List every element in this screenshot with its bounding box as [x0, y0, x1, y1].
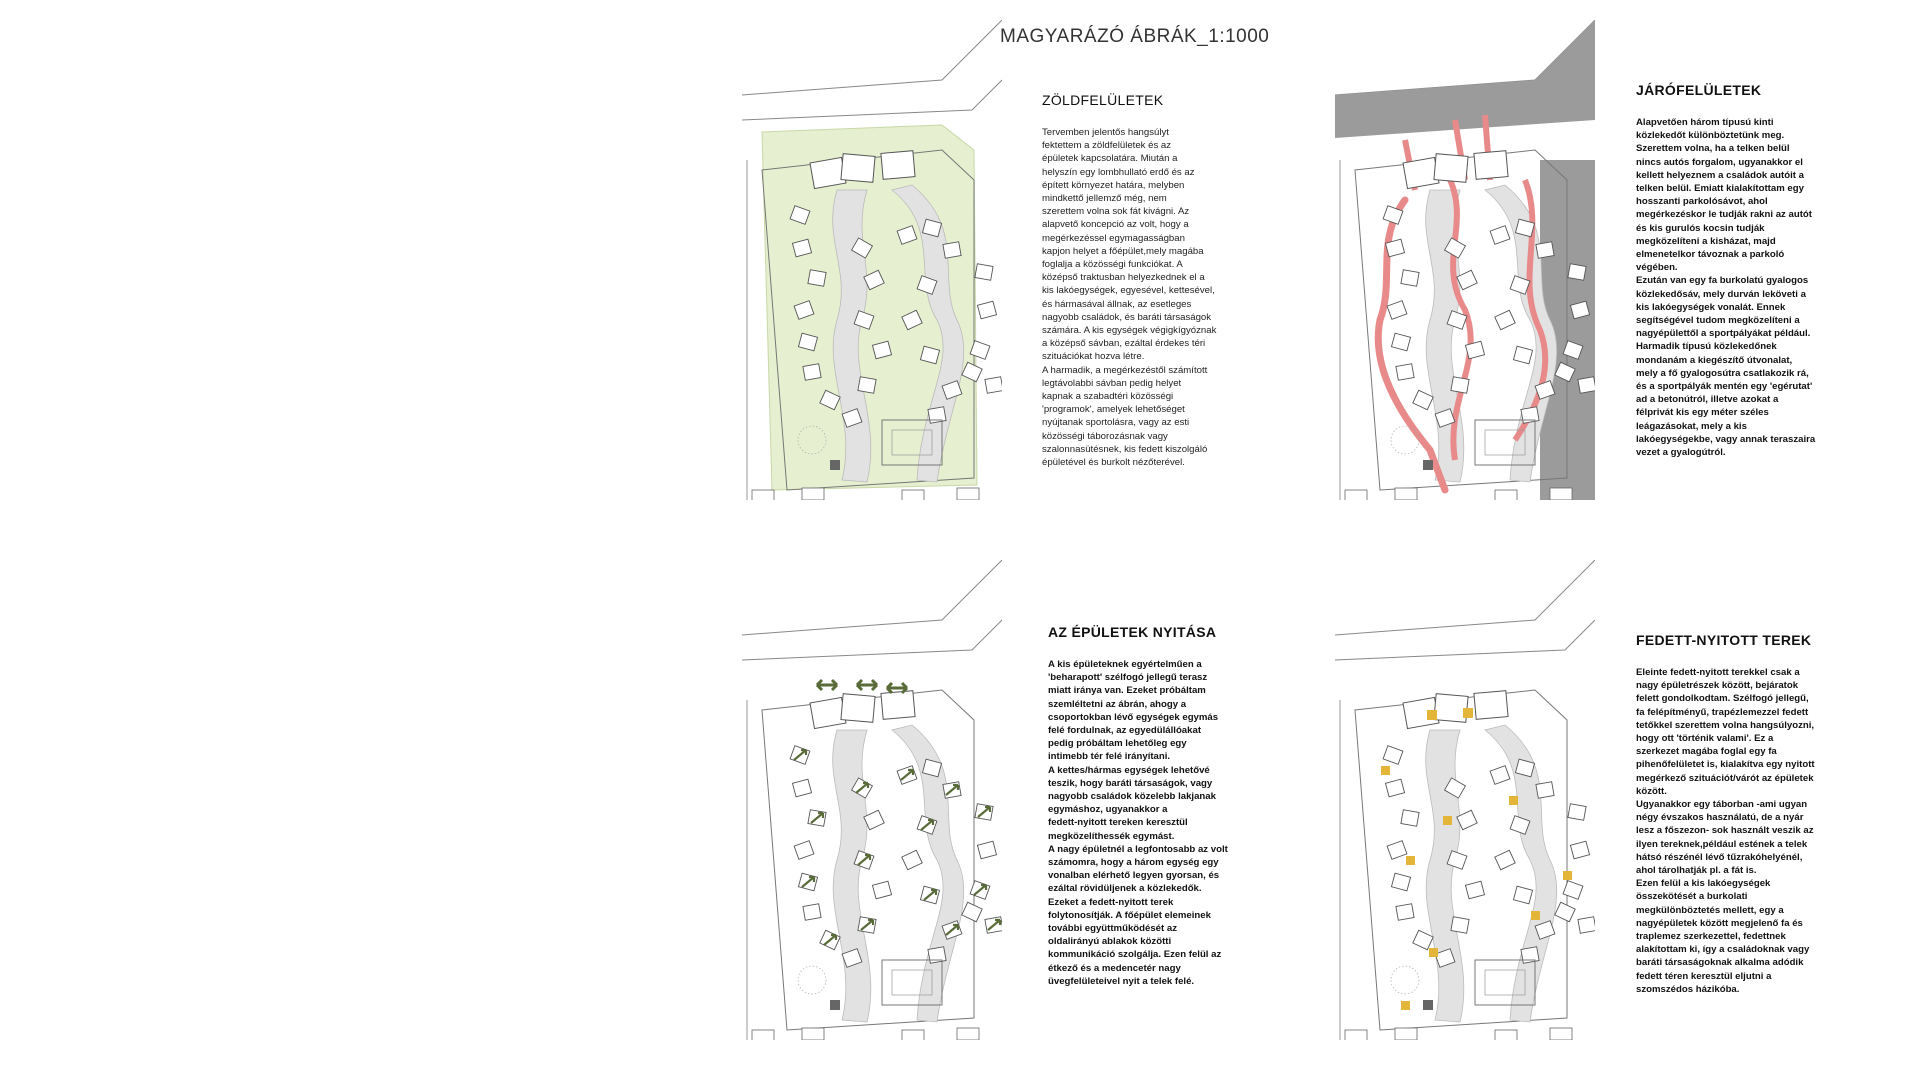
lodge-unit [1396, 904, 1414, 921]
open-text-block [1048, 624, 1258, 988]
plan-group [1335, 560, 1595, 1040]
lodge-unit [1387, 841, 1407, 860]
main-building [810, 157, 846, 188]
neighbour-house [802, 488, 824, 500]
neighbour-house [752, 1030, 774, 1040]
site-plan-drawing [1335, 20, 1595, 500]
neighbour-house [1550, 488, 1572, 500]
lodge-unit [1401, 810, 1419, 827]
lodge-unit [792, 779, 811, 797]
green-description: Tervemben jelentős hangsúlyt fektettem a zöldfelületek és az épületek kapcsolatára. Miután a helyszín egy lombhullató erdő és az épített környezet határa, melyben mindkettő jellemző még, nem szerettem volna sok fát kivágni. Az alapvető koncepció az volt, hogy a megérkezéssel egymagasságban kapjon helyet a főépület,mely magába foglalja a közösségi funkciókat. A középső traktusban helyezkednek el a kis lakóegységek, egyesével, kettesével, és hármasával állnak, az esetleges nagyobb családok, és baráti társaságok számára. A kis egységek végigkígyóznak a középső sávban, ezáltal érdekes téri szituációkat hozva létre. A harmadik, a megérkezéstől számított legtávolabbi sávban pedig helyet kapnak a szabadtéri közösségi 'programok', amelyek lehetőséget nyújtanak sportolásra, vagy az esti közösségi táborozásnak vagy szalonnasütésnek, kis fedett kiszolgáló épületével és burkolt nézőterével. [1042, 127, 1217, 469]
lodge-unit [803, 364, 821, 381]
road-edge-top-inner [1335, 620, 1595, 660]
service-building [1423, 1000, 1433, 1010]
site-plan-walkways [1335, 20, 1595, 500]
covered-space [1381, 766, 1390, 775]
lodge-unit [975, 264, 993, 281]
neighbour-house [902, 1030, 924, 1040]
lodge-unit [1568, 804, 1586, 821]
site-plan-drawing [742, 20, 1002, 500]
neighbour-house [957, 488, 979, 500]
fire-pit [798, 966, 826, 994]
lodge-unit [1513, 886, 1532, 904]
plan-group [1335, 20, 1595, 500]
main-building [1474, 691, 1508, 720]
neighbour-house [1495, 490, 1517, 500]
lodge-unit [1568, 264, 1586, 281]
lodge-unit [1391, 333, 1410, 351]
covered-space [1563, 871, 1572, 880]
main-building [881, 151, 915, 180]
green-text-block [1042, 92, 1252, 469]
service-building [830, 460, 840, 470]
site-plan-drawing [742, 560, 1002, 1040]
access-road [1335, 20, 1595, 138]
lodge-unit [1536, 242, 1554, 259]
covered-text-block [1636, 632, 1846, 996]
neighbour-house [1395, 488, 1417, 500]
neighbour-house [957, 1028, 979, 1040]
lodge-unit [977, 841, 996, 859]
road-edge-top-inner [742, 80, 1002, 120]
service-building [1423, 460, 1433, 470]
lodge-unit [1396, 364, 1414, 381]
lodge-unit [1578, 917, 1595, 934]
lodge-unit [1490, 226, 1510, 245]
main-building-arrow [857, 680, 877, 690]
main-building [881, 691, 915, 720]
lodge-unit [1555, 902, 1575, 921]
lodge-unit [1385, 779, 1404, 797]
lodge-unit [1570, 841, 1589, 859]
main-building-arrow [817, 680, 837, 690]
main-building [841, 154, 875, 183]
service-building [830, 1000, 840, 1010]
lodge-unit [1578, 377, 1595, 394]
neighbour-house [1345, 490, 1367, 500]
neighbour-house [1395, 1028, 1417, 1040]
lodge-unit [977, 301, 996, 319]
open-description: A kis épületeknek egyértelműen a 'beharapott' szélfogó jellegű terasz miatt iránya van. Ezeket próbáltam szemléltetni az ábrán, ahogy a csoportokban lévő egységek egymás felé fordulnak, az egyedülállóakat pedig próbáltam lehetőleg egy intimebb tér felé irányítani. A kettes/hármas egységek lehetővé teszik, hogy baráti társaságok, vagy nagyobb családok közelebb lakjanak egymáshoz, ugyanakkor a fedett-nyitott tereken keresztül megközelíthessék egymást. A nagy épületnél a legfontosabb az volt számomra, hogy a három egység egy vonalban elérhető legyen gyorsan, és ezáltal rövidüljenek a közlekedők. Ezeket a fedett-nyitott terek folytonosítják. A főépület elemeinek további együttműködését az oldalirányú ablakok közötti kommunikáció szolgálja. Ezen felül az étkező és a medencetér nagy üvegfelületeivel nyit a telek felé. [1048, 659, 1228, 987]
main-building [1434, 694, 1468, 723]
lodge-unit [1413, 930, 1433, 949]
walk-text-block [1636, 82, 1846, 459]
neighbour-house [902, 490, 924, 500]
lodge-unit [928, 407, 946, 424]
covered-space [1509, 796, 1518, 805]
neighbour-house [1550, 1028, 1572, 1040]
neighbour-house [752, 490, 774, 500]
walk-description: Alapvetően három típusú kinti közlekedőt különböztetünk meg. Szerettem volna, ha a telken belül nincs autós forgalom, ugyanakkor el kellett helyeznem a családok autóit a telken belül. Emiatt kialakítottam egy hosszanti parkolósávot, ahol megérkezéskor le tudják rakni az autót és kis gurulós kocsin tudják megközelíteni a kisházat, majd elmenetelkor távoznak a parkoló végében. Ezután van egy fa burkolatú gyalogos közlekedősáv, mely durván leköveti a kis lakóegységek vonalát. Ennek segítségével tudom megközelíteni a nagyépülettől a sportpályákat például. Harmadik típusú közlekedőnek mondanám a kiegészítő útvonalat, mely a fő gyalogosútra csatlakozik rá, és a sportpályák mentén egy 'egérutat' ad a betonútról, illetve azokat a félprivát kis egy méter széles leágazásokat, mely a kis lakóegységekbe, vagy annak teraszaira vezet a gyalogútról. [1636, 117, 1816, 459]
covered-description: Eleinte fedett-nyitott terekkel csak a nagy épületrészek között, bejáratok felett gondolkodtam. Szélfogó jellegű, fa felépítményű, trapézlemezzel fedett tetőkkel szerettem volna hangsúlyozni, hogy ott 'történik valami'. Ez a szerkezet magába foglal egy fa pihenőfelületet is, kialakítva egy nyitott megérkező szituációt/várót az épületek között. Ugyanakkor egy táborban -ami ugyan négy évszakos használatú, de a nyár lesz a főszezon- sok használt veszik az ilyen tereknek,például estének a telek hátsó részénél lévő tűzrakóhelyénél, ahol tárolhatják pl. a fát is. Ezen felül a kis lakóegységek összekötését a burkolati megkülönböztetés mellett, egy a nagyépületek között megjelenő fa és traplemez szerkezettel, fedettnek alakítottam ki, így a családoknak vagy baráti társaságoknak alkalma adódik fedett téren keresztül eljutni a szomszédos házikóba. [1636, 667, 1815, 995]
lodge-unit [1563, 881, 1583, 900]
central-path [833, 730, 871, 1022]
lodge-unit [1391, 873, 1410, 891]
lodge-unit [803, 904, 821, 921]
covered-space [1531, 911, 1540, 920]
lodge-unit [943, 242, 961, 259]
neighbour-house [1495, 1030, 1517, 1040]
lodge-unit [1513, 346, 1532, 364]
lodge-unit [1521, 407, 1539, 424]
covered-space [1427, 710, 1437, 720]
lodge-unit [1521, 947, 1539, 964]
plan-group [742, 560, 1002, 1040]
covered-space [1443, 816, 1452, 825]
lodge-unit [1451, 377, 1469, 394]
lodge-unit [872, 881, 891, 899]
neighbour-house [1345, 1030, 1367, 1040]
lodge-unit [1536, 782, 1554, 799]
main-building [1474, 151, 1508, 180]
lodge-unit [1383, 746, 1403, 765]
lodge-unit [928, 947, 946, 964]
covered-space [1406, 856, 1415, 865]
main-building [1403, 157, 1439, 188]
fire-pit [1391, 966, 1419, 994]
neighbour-house [802, 1028, 824, 1040]
site-plan-green [742, 20, 1002, 500]
lodge-unit [808, 270, 826, 287]
main-building [810, 697, 846, 728]
lodge-unit [794, 841, 814, 860]
main-building-arrow [887, 683, 907, 693]
road-edge-top [742, 20, 1002, 95]
site-plan-covered [1335, 560, 1595, 1040]
main-building [841, 694, 875, 723]
covered-heading: FEDETT-NYITOTT TEREK [1636, 632, 1812, 648]
lodge-unit [1490, 766, 1510, 785]
road-edge-top [1335, 560, 1595, 635]
green-heading: ZÖLDFELÜLETEK [1042, 92, 1164, 108]
main-building [1434, 154, 1468, 183]
lodge-unit [1465, 881, 1484, 899]
site-plan-drawing [1335, 560, 1595, 1040]
walk-heading: JÁRÓFELÜLETEK [1636, 82, 1762, 98]
lodge-unit [1495, 310, 1515, 329]
lodge-unit [1495, 850, 1515, 869]
lodge-unit [962, 902, 982, 921]
plan-group [742, 20, 1002, 500]
lodge-unit [1401, 270, 1419, 287]
lodge-unit [985, 377, 1002, 394]
lodge-unit [1387, 301, 1407, 320]
lodge-unit [1413, 390, 1433, 409]
sheet-title: MAGYARÁZÓ ÁBRÁK_1:1000 [1000, 26, 1270, 47]
lodge-unit [1451, 917, 1469, 934]
open-heading: AZ ÉPÜLETEK NYITÁSA [1048, 624, 1217, 640]
lodge-unit [902, 850, 922, 869]
road-edge-top-inner [742, 620, 1002, 660]
road-edge-top [742, 560, 1002, 635]
covered-space [1463, 708, 1473, 718]
covered-space [1401, 1001, 1410, 1010]
lodge-unit [858, 377, 876, 394]
central-path [1426, 730, 1464, 1022]
covered-space [1429, 948, 1438, 957]
site-plan-opening [742, 560, 1002, 1040]
